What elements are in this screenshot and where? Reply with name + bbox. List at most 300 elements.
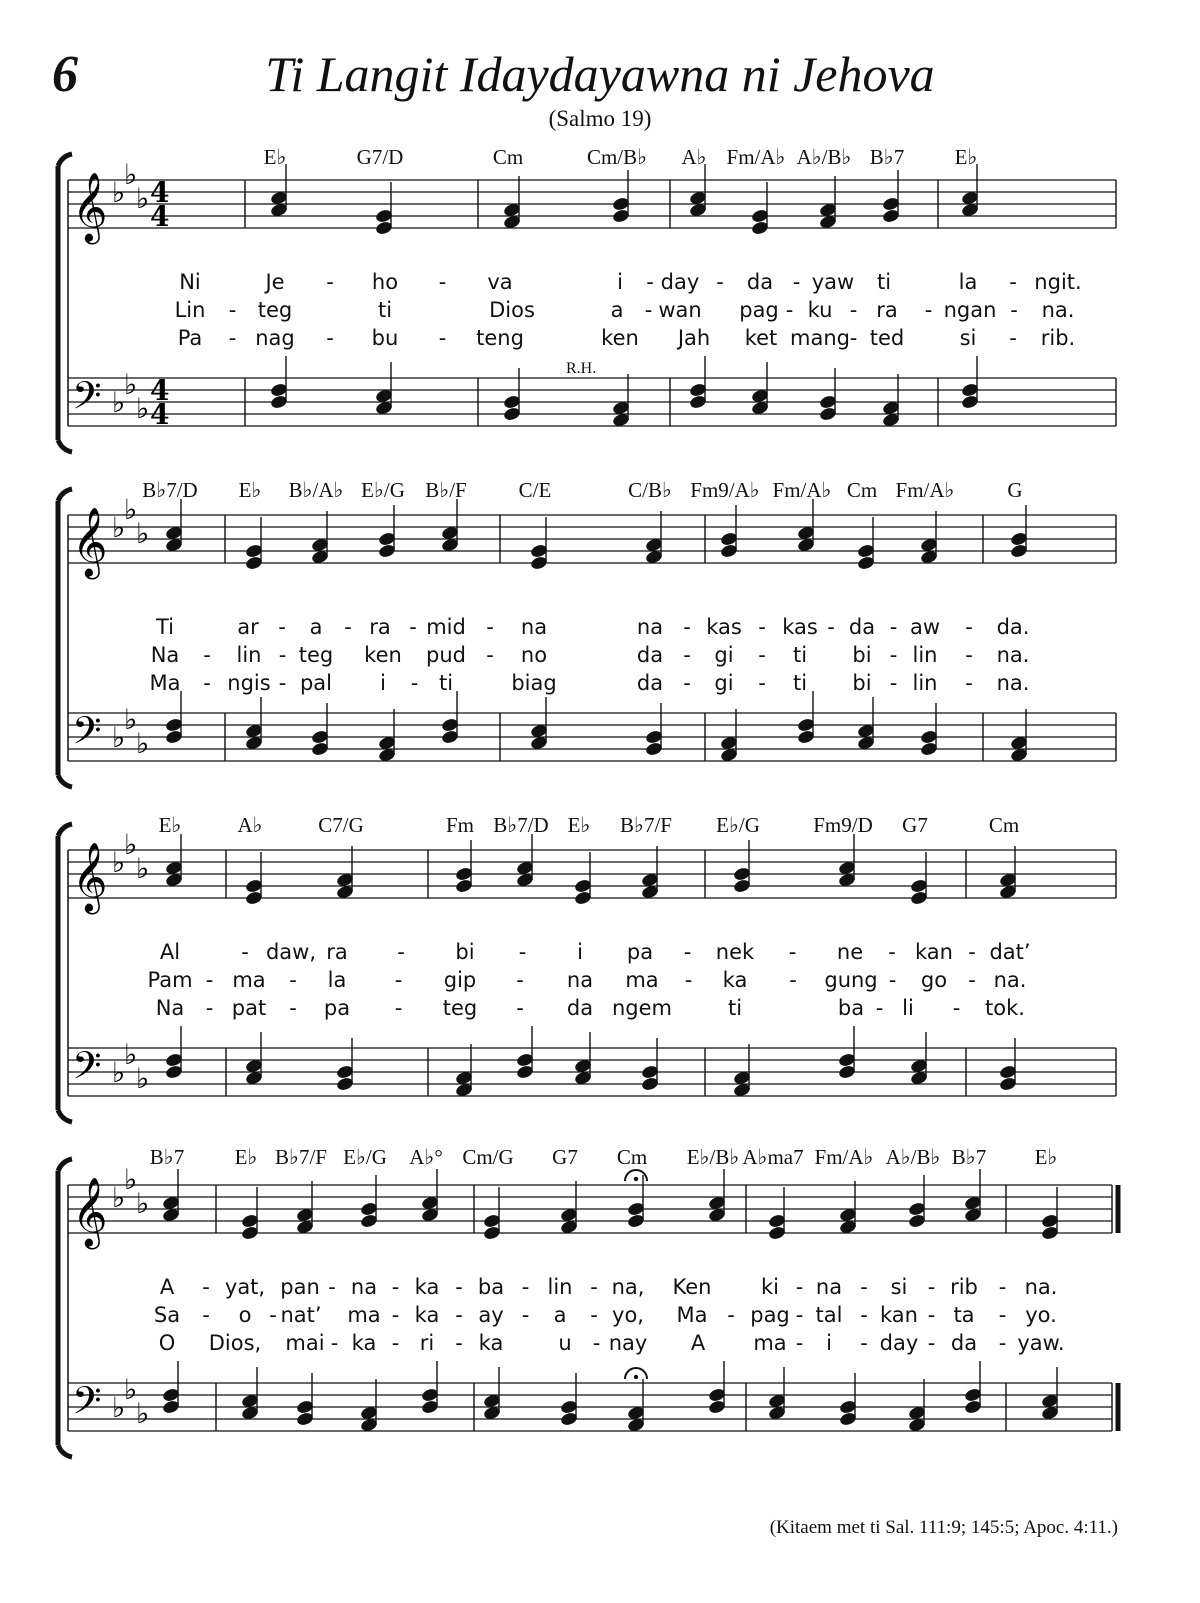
chord-symbol: B♭7/F bbox=[275, 1145, 327, 1169]
lyric-syllable: O bbox=[158, 1331, 176, 1355]
time-signature-icon: 4 bbox=[150, 374, 170, 407]
lyric-syllable: ti bbox=[727, 996, 743, 1020]
lyric-hyphen: - bbox=[683, 615, 691, 639]
lyric-syllable: si bbox=[890, 1275, 908, 1299]
lyric-hyphen: - bbox=[326, 326, 334, 350]
bass-clef-icon: 𝄢 bbox=[72, 373, 102, 427]
lyric-syllable: kas bbox=[706, 615, 742, 639]
lyric-hyphen: - bbox=[391, 1331, 400, 1355]
bass-clef-icon: 𝄢 bbox=[72, 1378, 102, 1432]
chord-symbol: C7/G bbox=[318, 813, 364, 837]
lyric-syllable: ay bbox=[478, 1303, 504, 1327]
lyric-hyphen: - bbox=[683, 643, 691, 667]
lyric-hyphen: - bbox=[644, 298, 653, 322]
lyric-hyphen: - bbox=[203, 671, 211, 695]
lyric-syllable: ar bbox=[237, 615, 259, 639]
lyric-syllable: Ma bbox=[149, 671, 181, 695]
lyric-syllable: na bbox=[350, 1275, 378, 1299]
flat-icon: ♭ bbox=[136, 517, 150, 550]
lyric-syllable: ba bbox=[837, 996, 865, 1020]
chord-symbol: E♭ bbox=[1034, 1145, 1058, 1169]
lyric-syllable: yo. bbox=[1025, 1303, 1057, 1327]
lyric-syllable: Jah bbox=[677, 326, 711, 350]
lyric-syllable: tok. bbox=[985, 996, 1025, 1020]
lyric-syllable: gi bbox=[714, 643, 734, 667]
lyric-hyphen: - bbox=[924, 298, 933, 322]
lyric-syllable: Na bbox=[155, 996, 185, 1020]
bass-clef-icon: 𝄢 bbox=[72, 708, 102, 762]
flat-icon: ♭ bbox=[112, 176, 126, 209]
lyric-syllable: na bbox=[520, 615, 548, 639]
flat-icon: ♭ bbox=[112, 846, 126, 879]
lyric-syllable: no bbox=[520, 643, 548, 667]
lyric-syllable: ta bbox=[953, 1303, 975, 1327]
lyric-syllable: la bbox=[958, 270, 978, 294]
treble-note-icon bbox=[708, 1169, 727, 1223]
chord-symbol: C/E bbox=[518, 478, 552, 502]
treble-note-icon bbox=[1041, 1187, 1060, 1241]
lyric-syllable: nag bbox=[255, 326, 295, 350]
lyric-hyphen: - bbox=[849, 298, 858, 322]
lyric-hyphen: - bbox=[409, 615, 417, 639]
lyric-syllable: pa bbox=[626, 940, 654, 964]
lyric-syllable: i bbox=[617, 270, 623, 294]
lyric-syllable: ti bbox=[377, 298, 393, 322]
chord-symbol: Cm bbox=[988, 813, 1020, 837]
bass-note-icon bbox=[560, 1373, 579, 1427]
bass-note-icon bbox=[483, 1367, 502, 1421]
lyric-syllable: ka bbox=[414, 1275, 440, 1299]
lyric-syllable: ka bbox=[414, 1303, 440, 1327]
lyric-syllable: teg bbox=[298, 643, 334, 667]
lyric-syllable: ku bbox=[807, 298, 833, 322]
lyric-syllable: pag bbox=[750, 1303, 790, 1327]
treble-clef-icon: 𝄞 bbox=[72, 842, 108, 912]
lyric-hyphen: - bbox=[795, 1331, 804, 1355]
lyric-hyphen: - bbox=[1009, 270, 1017, 294]
chord-symbol: Fm9/D bbox=[813, 813, 873, 837]
lyric-hyphen: - bbox=[203, 643, 211, 667]
lyric-syllable: da bbox=[746, 270, 774, 294]
flat-icon: ♭ bbox=[124, 828, 138, 861]
lyric-hyphen: - bbox=[455, 1275, 463, 1299]
lyric-syllable: ri bbox=[419, 1331, 435, 1355]
lyric-syllable: u bbox=[558, 1331, 572, 1355]
lyric-syllable: ma bbox=[232, 968, 266, 992]
lyric-syllable: a bbox=[309, 615, 323, 639]
hymn-number: 6 bbox=[52, 46, 78, 103]
lyric-syllable: Sa bbox=[153, 1303, 181, 1327]
lyric-syllable: ti bbox=[876, 270, 892, 294]
treble-note-icon bbox=[560, 1181, 579, 1235]
chord-symbol: E♭/G bbox=[361, 478, 405, 502]
lyric-syllable: gi bbox=[714, 671, 734, 695]
lyric-syllable: Ma bbox=[676, 1303, 708, 1327]
chord-symbol: C/B♭ bbox=[628, 478, 672, 502]
lyric-syllable: ngit. bbox=[1034, 270, 1082, 294]
lyric-syllable: Ti bbox=[155, 615, 175, 639]
lyric-syllable: lin bbox=[912, 643, 938, 667]
chord-symbol: G7/D bbox=[356, 145, 404, 169]
lyric-syllable: na. bbox=[1024, 1275, 1058, 1299]
lyric-hyphen: - bbox=[683, 671, 691, 695]
lyric-syllable: ti bbox=[438, 671, 454, 695]
lyric-hyphen: - bbox=[330, 1331, 339, 1355]
chord-symbol: A♭ma7 bbox=[742, 1145, 804, 1169]
lyric-syllable: ngis bbox=[227, 671, 271, 695]
lyric-hyphen: - bbox=[278, 671, 287, 695]
lyric-hyphen: - bbox=[269, 1303, 277, 1327]
lyric-hyphen: - bbox=[888, 940, 896, 964]
lyric-syllable: ket bbox=[744, 326, 778, 350]
lyric-syllable: da bbox=[636, 643, 664, 667]
bass-note-icon bbox=[708, 1361, 727, 1415]
lyric-syllable: ki bbox=[761, 1275, 779, 1299]
lyric-syllable: na. bbox=[1041, 298, 1075, 322]
flat-icon: ♭ bbox=[124, 1038, 138, 1071]
lyric-syllable: na. bbox=[996, 643, 1030, 667]
lyric-hyphen: - bbox=[394, 996, 403, 1020]
lyric-hyphen: - bbox=[968, 968, 976, 992]
flat-icon: ♭ bbox=[112, 511, 126, 544]
lyric-syllable: li bbox=[902, 996, 914, 1020]
chord-symbol: E♭/G bbox=[716, 813, 760, 837]
lyric-syllable: da bbox=[848, 615, 876, 639]
flat-icon: ♭ bbox=[136, 1397, 150, 1430]
flat-icon: ♭ bbox=[124, 158, 138, 191]
lyric-syllable: pag bbox=[739, 298, 779, 322]
lyric-syllable: go bbox=[920, 968, 948, 992]
chord-symbol: Cm bbox=[616, 1145, 648, 1169]
lyric-hyphen: - bbox=[888, 968, 897, 992]
chord-symbol: G bbox=[1007, 478, 1023, 502]
lyric-hyphen: - bbox=[590, 1275, 598, 1299]
lyric-syllable: day bbox=[660, 270, 700, 294]
lyric-syllable: Ken bbox=[672, 1275, 712, 1299]
lyric-syllable: teg bbox=[257, 298, 293, 322]
lyric-hyphen: - bbox=[592, 1331, 601, 1355]
bass-clef-icon: 𝄢 bbox=[72, 1043, 102, 1097]
lyric-syllable: aw bbox=[909, 615, 941, 639]
lyric-syllable: da bbox=[636, 671, 664, 695]
lyric-syllable: lin bbox=[547, 1275, 573, 1299]
lyric-hyphen: - bbox=[785, 298, 794, 322]
chord-symbol: E♭ bbox=[238, 478, 262, 502]
lyric-hyphen: - bbox=[965, 643, 973, 667]
scripture-reference: (Kitaem met ti Sal. 111:9; 145:5; Apoc. 4:11.) bbox=[769, 1517, 1118, 1538]
chord-symbol: Fm/A♭ bbox=[895, 478, 955, 502]
lyric-syllable: ka bbox=[722, 968, 748, 992]
lyric-syllable: ho bbox=[371, 270, 399, 294]
lyric-syllable: ti bbox=[792, 643, 808, 667]
chord-symbol: Cm bbox=[846, 478, 878, 502]
lyric-syllable: Al bbox=[159, 940, 181, 964]
lyric-syllable: dat’ bbox=[989, 940, 1031, 964]
lyric-syllable: va bbox=[487, 270, 513, 294]
lyric-hyphen: - bbox=[278, 643, 287, 667]
chord-symbol: G7 bbox=[902, 813, 928, 837]
chord-symbol: B♭/F bbox=[425, 478, 467, 502]
flat-icon: ♭ bbox=[112, 1181, 126, 1214]
lyric-syllable: pal bbox=[299, 671, 333, 695]
lyric-syllable: yaw bbox=[811, 270, 855, 294]
lyric-hyphen: - bbox=[758, 671, 766, 695]
flat-icon: ♭ bbox=[124, 368, 138, 401]
flat-icon: ♭ bbox=[136, 1062, 150, 1095]
system-bracket bbox=[58, 1159, 72, 1457]
lyric-syllable: ken bbox=[364, 643, 402, 667]
lyric-syllable: biag bbox=[511, 671, 557, 695]
lyric-hyphen: - bbox=[758, 643, 766, 667]
lyric-hyphen: - bbox=[927, 1275, 936, 1299]
flat-icon: ♭ bbox=[124, 703, 138, 736]
bass-note-icon bbox=[421, 1361, 440, 1415]
bass-note-icon bbox=[839, 1373, 858, 1427]
bass-note-icon bbox=[768, 1367, 787, 1421]
chord-symbol: A♭ bbox=[681, 145, 707, 169]
lyric-syllable: tal bbox=[815, 1303, 843, 1327]
chord-symbol: Cm/G bbox=[462, 1145, 514, 1169]
lyric-hyphen: - bbox=[788, 940, 797, 964]
lyric-syllable: na. bbox=[993, 968, 1027, 992]
lyric-hyphen: - bbox=[889, 643, 898, 667]
chord-symbol: E♭ bbox=[234, 1145, 258, 1169]
lyric-hyphen: - bbox=[968, 940, 976, 964]
lyric-hyphen: - bbox=[965, 615, 973, 639]
flat-icon: ♭ bbox=[124, 493, 138, 526]
lyric-syllable: ka bbox=[351, 1331, 377, 1355]
lyric-syllable: Lin bbox=[174, 298, 206, 322]
lyric-hyphen: - bbox=[391, 1275, 400, 1299]
lyric-syllable: Dios, bbox=[208, 1331, 262, 1355]
lyric-hyphen: - bbox=[1009, 326, 1017, 350]
chord-symbol: Fm/A♭ bbox=[772, 478, 832, 502]
bass-note-icon bbox=[627, 1379, 646, 1433]
flat-icon: ♭ bbox=[124, 1163, 138, 1196]
lyric-syllable: na bbox=[815, 1275, 843, 1299]
treble-note-icon bbox=[360, 1175, 379, 1229]
lyric-syllable: lin bbox=[912, 671, 938, 695]
chord-symbol: G7 bbox=[552, 1145, 578, 1169]
lyric-hyphen: - bbox=[789, 968, 797, 992]
lyric-syllable: kan bbox=[915, 940, 953, 964]
lyric-syllable: lin bbox=[236, 643, 262, 667]
lyric-hyphen: - bbox=[998, 1275, 1007, 1299]
chord-symbol: B♭/A♭ bbox=[288, 478, 344, 502]
lyric-syllable: Ni bbox=[179, 270, 201, 294]
chord-symbol: B♭7/D bbox=[493, 813, 549, 837]
lyric-syllable: yo, bbox=[612, 1303, 644, 1327]
chord-symbol: Cm/B♭ bbox=[586, 145, 648, 169]
flat-icon: ♭ bbox=[112, 721, 126, 754]
chord-symbol: Fm/A♭ bbox=[814, 1145, 874, 1169]
lyric-syllable: pud bbox=[426, 643, 466, 667]
flat-icon: ♭ bbox=[136, 852, 150, 885]
lyric-syllable: kas bbox=[782, 615, 818, 639]
chord-symbol: E♭/B♭ bbox=[686, 1145, 740, 1169]
bass-note-icon bbox=[1041, 1367, 1060, 1421]
lyric-syllable: wan bbox=[658, 298, 702, 322]
lyric-syllable: nek bbox=[715, 940, 755, 964]
lyric-syllable: bi bbox=[852, 643, 872, 667]
flat-icon: ♭ bbox=[136, 392, 150, 425]
lyric-syllable: mai bbox=[285, 1331, 325, 1355]
lyric-syllable: gip bbox=[443, 968, 477, 992]
lyric-hyphen: - bbox=[397, 940, 405, 964]
treble-note-icon bbox=[768, 1187, 787, 1241]
lyric-hyphen: - bbox=[684, 968, 693, 992]
lyric-hyphen: - bbox=[1010, 298, 1018, 322]
chord-symbol: B♭7 bbox=[149, 1145, 185, 1169]
chord-symbol: Fm/A♭ bbox=[726, 145, 786, 169]
lyric-hyphen: - bbox=[202, 1275, 210, 1299]
lyric-syllable: i bbox=[826, 1331, 832, 1355]
lyric-syllable: na. bbox=[996, 671, 1030, 695]
chord-symbol: B♭7 bbox=[951, 1145, 987, 1169]
lyric-hyphen: - bbox=[683, 940, 692, 964]
lyric-hyphen: - bbox=[758, 615, 766, 639]
lyric-hyphen: - bbox=[952, 996, 961, 1020]
flat-icon: ♭ bbox=[124, 1373, 138, 1406]
lyric-syllable: la bbox=[327, 968, 347, 992]
chord-symbol: Fm9/A♭ bbox=[690, 478, 760, 502]
lyric-hyphen: - bbox=[391, 1303, 400, 1327]
lyric-hyphen: - bbox=[289, 968, 297, 992]
time-signature-icon: 4 bbox=[150, 200, 170, 233]
lyric-hyphen: - bbox=[646, 270, 654, 294]
chord-symbol: A♭/B♭ bbox=[796, 145, 852, 169]
lyric-syllable: i bbox=[380, 671, 386, 695]
lyric-hyphen: - bbox=[289, 996, 297, 1020]
lyric-syllable: pan bbox=[280, 1275, 320, 1299]
lyric-hyphen: - bbox=[202, 1303, 210, 1327]
lyric-syllable: teng bbox=[476, 326, 524, 350]
time-signature-icon: 4 bbox=[150, 176, 170, 209]
lyric-hyphen: - bbox=[521, 1303, 530, 1327]
lyric-syllable: a bbox=[553, 1303, 567, 1327]
lyric-hyphen: - bbox=[344, 615, 352, 639]
lyric-syllable: Na bbox=[150, 643, 180, 667]
lyric-syllable: ma bbox=[347, 1303, 381, 1327]
lyric-syllable: pat bbox=[231, 996, 267, 1020]
lyric-syllable: ba bbox=[477, 1275, 505, 1299]
lyric-hyphen: - bbox=[205, 996, 214, 1020]
treble-note-icon bbox=[241, 1187, 260, 1241]
flat-icon: ♭ bbox=[112, 1056, 126, 1089]
lyric-syllable: ma bbox=[753, 1331, 787, 1355]
lyric-syllable: ngem bbox=[611, 996, 673, 1020]
lyric-hyphen: - bbox=[410, 671, 419, 695]
lyric-hyphen: - bbox=[518, 940, 527, 964]
flat-icon: ♭ bbox=[136, 727, 150, 760]
lyric-hyphen: - bbox=[516, 996, 524, 1020]
lyric-hyphen: - bbox=[998, 1303, 1007, 1327]
lyric-syllable: bu bbox=[371, 326, 399, 350]
lyric-syllable: nat’ bbox=[280, 1303, 322, 1327]
lyric-syllable: o bbox=[238, 1303, 252, 1327]
lyric-syllable: na, bbox=[611, 1275, 645, 1299]
lyric-hyphen: - bbox=[998, 1331, 1007, 1355]
bass-note-icon bbox=[296, 1373, 315, 1427]
lyric-syllable: bi bbox=[455, 940, 475, 964]
time-signature-icon: 4 bbox=[150, 398, 170, 431]
treble-note-icon bbox=[421, 1169, 440, 1223]
treble-clef-icon: 𝄞 bbox=[72, 172, 108, 242]
lyric-syllable: yat, bbox=[224, 1275, 266, 1299]
treble-note-icon bbox=[908, 1175, 927, 1229]
lyric-hyphen: - bbox=[394, 968, 403, 992]
flat-icon: ♭ bbox=[112, 386, 126, 419]
lyric-hyphen: - bbox=[438, 270, 447, 294]
lyric-hyphen: - bbox=[965, 671, 973, 695]
bass-note-icon bbox=[360, 1379, 379, 1433]
treble-note-icon bbox=[627, 1175, 646, 1229]
lyric-hyphen: - bbox=[516, 968, 524, 992]
lyric-syllable: rib bbox=[950, 1275, 978, 1299]
flat-icon: ♭ bbox=[136, 1187, 150, 1220]
lyric-hyphen: - bbox=[860, 1303, 868, 1327]
chord-symbol: Cm bbox=[492, 145, 524, 169]
lyric-syllable: da. bbox=[996, 615, 1030, 639]
lyric-syllable: Dios bbox=[489, 298, 535, 322]
chord-symbol: B♭7/D bbox=[142, 478, 198, 502]
lyric-syllable: ted bbox=[869, 326, 905, 350]
treble-clef-icon: 𝄞 bbox=[72, 507, 108, 577]
lyric-hyphen: - bbox=[849, 326, 858, 350]
lyric-syllable: yaw. bbox=[1017, 1331, 1065, 1355]
bass-note-icon bbox=[241, 1367, 260, 1421]
lyric-hyphen: - bbox=[486, 615, 494, 639]
lyric-syllable: si bbox=[959, 326, 977, 350]
lyric-syllable: bi bbox=[852, 671, 872, 695]
lyric-syllable: ken bbox=[601, 326, 639, 350]
treble-note-icon bbox=[162, 1169, 181, 1223]
chord-symbol: A♭/B♭ bbox=[885, 1145, 941, 1169]
lyric-syllable: ne bbox=[836, 940, 864, 964]
lyric-syllable: da bbox=[566, 996, 594, 1020]
lyric-hyphen: - bbox=[241, 940, 249, 964]
lyric-hyphen: - bbox=[278, 615, 286, 639]
lyric-hyphen: - bbox=[889, 615, 898, 639]
lyric-syllable: Je bbox=[265, 270, 285, 294]
lyric-syllable: ma bbox=[625, 968, 659, 992]
lyric-syllable: ti bbox=[792, 671, 808, 695]
lyric-syllable: mang bbox=[790, 326, 850, 350]
bass-note-icon bbox=[162, 1361, 181, 1415]
lyric-hyphen: - bbox=[860, 1275, 868, 1299]
lyric-syllable: ra bbox=[326, 940, 348, 964]
lyric-hyphen: - bbox=[326, 270, 334, 294]
treble-clef-icon: 𝄞 bbox=[72, 1177, 108, 1247]
lyric-hyphen: - bbox=[228, 326, 237, 350]
treble-note-icon bbox=[964, 1169, 983, 1223]
right-hand-annotation: R.H. bbox=[566, 360, 597, 377]
chord-symbol: Fm bbox=[445, 813, 475, 837]
chord-symbol: A♭° bbox=[409, 1145, 443, 1169]
lyric-syllable: mid bbox=[426, 615, 466, 639]
bass-note-icon bbox=[908, 1379, 927, 1433]
chord-symbol: E♭ bbox=[567, 813, 591, 837]
lyric-hyphen: - bbox=[889, 671, 898, 695]
lyric-hyphen: - bbox=[328, 1275, 336, 1299]
lyric-syllable: gung bbox=[824, 968, 878, 992]
chord-symbol: B♭7/F bbox=[620, 813, 672, 837]
lyric-syllable: rib. bbox=[1040, 326, 1076, 350]
lyric-syllable: daw, bbox=[265, 940, 317, 964]
chord-symbol: A♭ bbox=[237, 813, 263, 837]
lyric-syllable: na bbox=[566, 968, 594, 992]
lyric-hyphen: - bbox=[875, 996, 884, 1020]
